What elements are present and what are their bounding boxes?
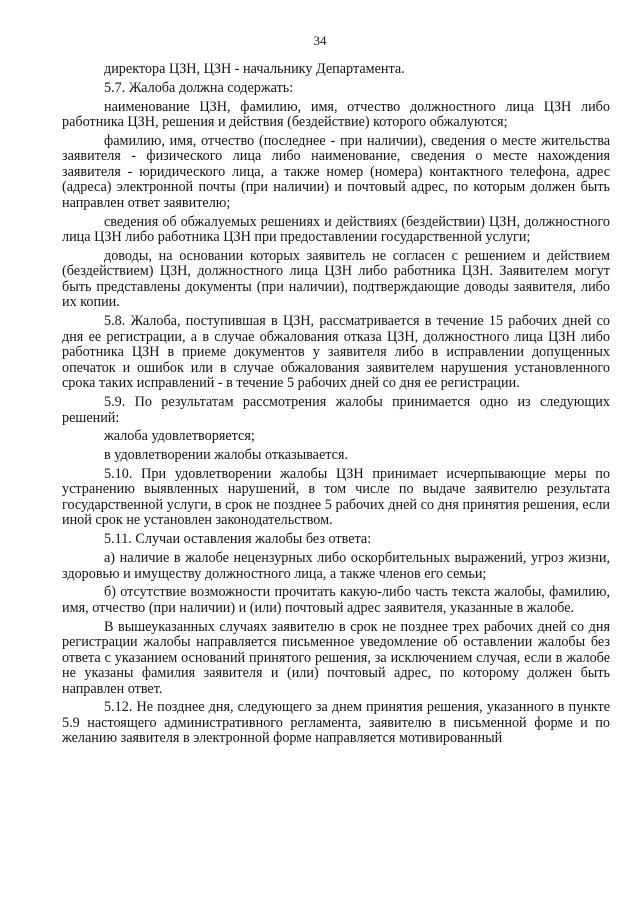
paragraph-5-7-item-1: наименование ЦЗН, фамилию, имя, отчество должностного лица ЦЗН либо работника ЦЗН, решения и действия (бездействие) которого обжалуются; (62, 98, 610, 131)
paragraph-5-8: 5.8. Жалоба, поступившая в ЦЗН, рассматривается в течение 15 рабочих дней со дня ее регистрации, а в случае обжалования отказа ЦЗН, должностного лица ЦЗН либо работника ЦЗН в приеме документов у заявителя либо в исправлении допущенных опечаток и ошибок или в случае обжалования заявителем нарушения установленного срока таких исправлений - в течение 5 рабочих дней со дня ее регистрации. (62, 313, 610, 392)
paragraph-5-10: 5.10. При удовлетворении жалобы ЦЗН принимает исчерпывающие меры по устранению выявленных нарушений, в том числе по выдаче заявителю результата государственной услуги, в срок не позднее 5 рабочих дней со дня принятия решения, если иной срок не установлен законодательством. (62, 465, 610, 529)
paragraph-5-9-option-2: в удовлетворении жалобы отказывается. (104, 447, 349, 464)
paragraph-5-7-item-3: сведения об обжалуемых решениях и действиях (бездействии) ЦЗН, должностного лица ЦЗН либо работника ЦЗН при предоставлении государственной услуги; (62, 213, 610, 246)
paragraph-5-11-note: В вышеуказанных случаях заявителю в срок не позднее трех рабочих дней со дня регистрации жалобы направляется письменное уведомление об оставлении жалобы без ответа с указанием оснований принятого решения, за исключением случая, если в жалобе не указаны фамилия заявителя и (или) почтовый адрес, по которому должен быть направлен ответ. (62, 618, 610, 697)
paragraph-5-9: 5.9. По результатам рассмотрения жалобы принимается одно из следующих решений: (62, 394, 610, 426)
paragraph-5-11-item-b: б) отсутствие возможности прочитать какую-либо часть текста жалобы, фамилию, имя, отчество (при наличии) и (или) почтовый адрес заявителя, указанные в жалобе. (62, 584, 610, 616)
document-body (62, 62, 610, 750)
paragraph-5-7-item-4: доводы, на основании которых заявитель не согласен с решением и действием (бездействием) ЦЗН, должностного лица ЦЗН либо работника ЦЗН. Заявителем могут быть представлены документы (при наличии), подтверждающие доводы заявителя, либо их копии. (62, 247, 610, 311)
paragraph-5-7-item-2: фамилию, имя, отчество (последнее - при наличии), сведения о месте жительства заявителя - физического лица либо наименование, сведения о месте нахождения заявителя - юридического лица, а также номер (номера) контактного телефона, адрес (адреса) электронной почты (при наличии) и почтовый адрес, по которым должен быть направлен ответ заявителю; (62, 132, 610, 211)
paragraph-5-7-heading: 5.7. Жалоба должна содержать: (104, 79, 294, 96)
paragraph-5-11-item-a: а) наличие в жалобе нецензурных либо оскорбительных выражений, угроз жизни, здоровью и имуществу должностного лица, а также членов его семьи; (62, 550, 610, 582)
page-number: 34 (313, 33, 327, 48)
paragraph-5-11: 5.11. Случаи оставления жалобы без ответа: (104, 531, 372, 548)
paragraph-5-9-option-1: жалоба удовлетворяется; (104, 428, 255, 445)
paragraph-5-12: 5.12. Не позднее дня, следующего за днем принятия решения, указанного в пункте 5.9 настоящего административного регламента, заявителю в письменной форме и по желанию заявителя в электронной форме направляется мотивированный (62, 699, 610, 747)
paragraph-continuation: директора ЦЗН, ЦЗН - начальнику Департамента. (104, 61, 405, 77)
